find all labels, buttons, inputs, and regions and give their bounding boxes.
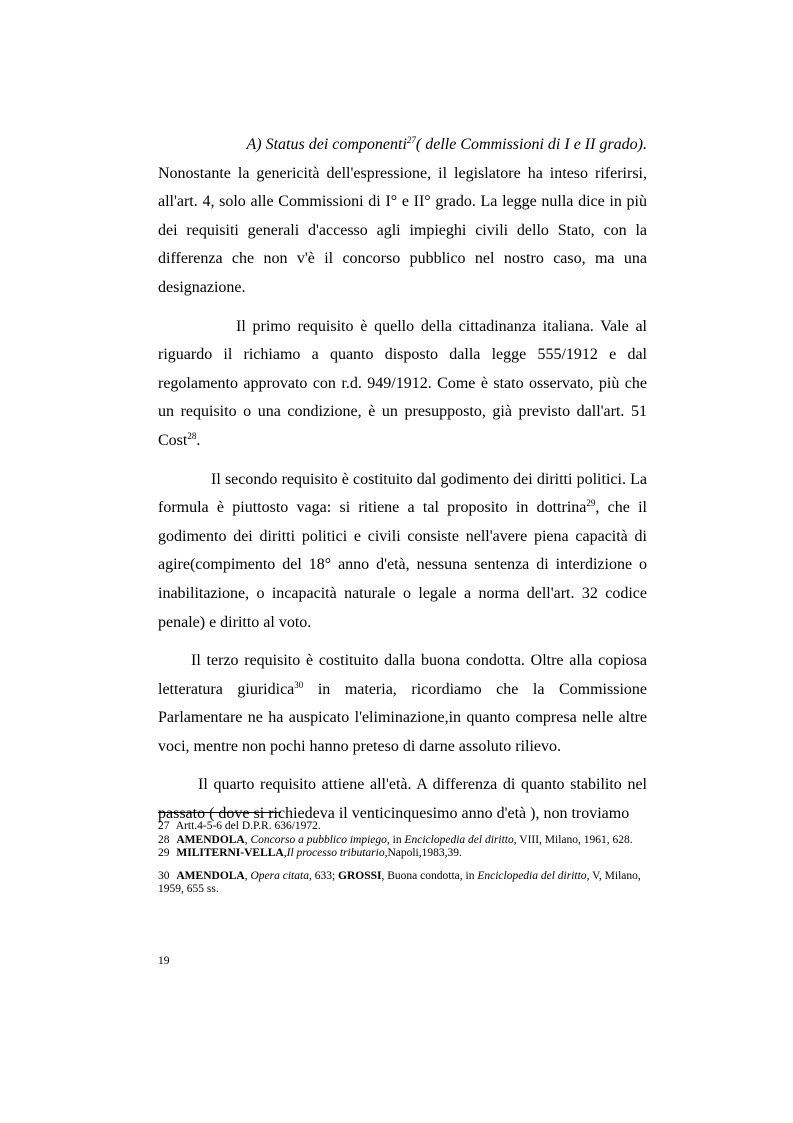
footnote-work: Enciclopedia del diritto xyxy=(404,833,514,846)
footnote-29 xyxy=(158,847,647,861)
paragraph-2 xyxy=(158,313,647,456)
page-number: 19 xyxy=(158,955,170,967)
paragraph-3-text: Il secondo requisito è costituito dal godimento dei diritti politici. La formula è piuttosto vaga: si ritiene a tal proposito in dottrina xyxy=(158,470,647,517)
paragraph-4-text: Il terzo requisito è costituito dalla buona condotta. Oltre alla copiosa letteratura giuridica xyxy=(158,652,647,698)
footnote-number: 30 xyxy=(158,869,170,882)
footnote-separator xyxy=(158,812,281,813)
footnote-number: 28 xyxy=(158,833,170,846)
paragraph-4-end: in materia, ricordiamo che la Commissione Parlamentare ne ha auspicato l'eliminazione,in quanto compresa nelle altre voci, mentre non pochi hanno preteso di darne assoluto rilievo. xyxy=(158,680,647,755)
paragraph-3-end: , che il godimento dei diritti politici e civili consiste nell'avere piena capacità di agire(compimento del 18° anno d'età, nessuna sentenza di interdizione o inabilitazione, o incapacità naturale o legale a norma dell'art. 32 codice penale) e diritto al voto. xyxy=(158,499,648,631)
footnote-title: Il processo tributario xyxy=(286,847,385,860)
footnote-details: , VIII, Milano, 1961, 628. xyxy=(513,833,633,846)
footnote-author: AMENDOLA xyxy=(176,833,245,846)
footnote-number: 27 xyxy=(158,820,170,832)
footnote-title: Concorso a pubblico impiego xyxy=(250,833,387,846)
heading-title: ) Status dei componenti xyxy=(256,136,407,153)
section-heading xyxy=(158,131,647,160)
paragraph-1-text: Nonostante la genericità dell'espressione, il legislatore ha inteso riferirsi, all'art. 4, solo alle Commissioni di I° e II° grado. La legge nulla dice in più dei requisiti generali d'accesso agli impieghi civili dello Stato, con la differenza che non v'è il concorso pubblico nel nostro caso, ma una designazione. xyxy=(158,164,647,296)
heading-label: A xyxy=(246,136,257,153)
paragraph-1 xyxy=(158,160,647,303)
paragraph-3 xyxy=(158,466,647,638)
footnotes xyxy=(158,820,647,897)
footnote-author-2: GROSSI xyxy=(338,869,382,882)
footnote-author: AMENDOLA xyxy=(176,869,245,882)
footnote-details: ,Napoli,1983,39. xyxy=(384,847,462,860)
footnote-details: , V, Milano, 1959, 655 ss. xyxy=(158,869,641,896)
footnote-27 xyxy=(158,820,647,834)
paragraph-5-text: Il quarto requisito attiene all'età. A differenza di quanto stabilito nel passato ( dove si richiedeva il venticinquesimo anno d'età ), non troviamo xyxy=(158,776,647,823)
footnote-ref-28[interactable]: 28 xyxy=(187,430,197,441)
footnote-author: MILITERNI-VELLA xyxy=(176,847,284,860)
footnote-connector: , 633; xyxy=(308,869,339,882)
footnote-ref-27[interactable]: 27 xyxy=(406,135,416,145)
footnote-separator-text: , xyxy=(283,847,287,860)
paragraph-2-end: . xyxy=(196,431,201,449)
footnote-30 xyxy=(158,870,647,897)
footnote-text: Artt.4-5-6 del D.P.R. 636/1972. xyxy=(175,820,321,832)
footnote-connector: , in xyxy=(386,833,405,846)
paragraph-2-text: Il primo requisito è quello della cittadinanza italiana. Vale al riguardo il richiamo a quanto disposto dalla legge 555/1912 e dal regolamento approvato con r.d. 949/1912. Come è stato osservato, più che un requisito o una condizione, è un presupposto, già previsto dall'art. 51 Cost xyxy=(158,317,647,449)
paragraph-4 xyxy=(158,647,647,761)
footnote-ref-30[interactable]: 30 xyxy=(294,679,304,690)
footnote-28 xyxy=(158,834,647,848)
heading-subtitle: ( delle Commissioni di I e II grado). xyxy=(415,136,647,153)
footnote-separator-text: , xyxy=(244,869,251,882)
footnote-title: Opera citata xyxy=(250,869,309,882)
body-text xyxy=(158,131,647,829)
footnote-connector-2: , Buona condotta, in xyxy=(381,869,478,882)
footnote-work: Enciclopedia del diritto xyxy=(477,869,587,882)
footnote-separator-text: , xyxy=(244,833,251,846)
footnote-ref-29[interactable]: 29 xyxy=(586,498,596,509)
footnote-number: 29 xyxy=(158,847,170,860)
